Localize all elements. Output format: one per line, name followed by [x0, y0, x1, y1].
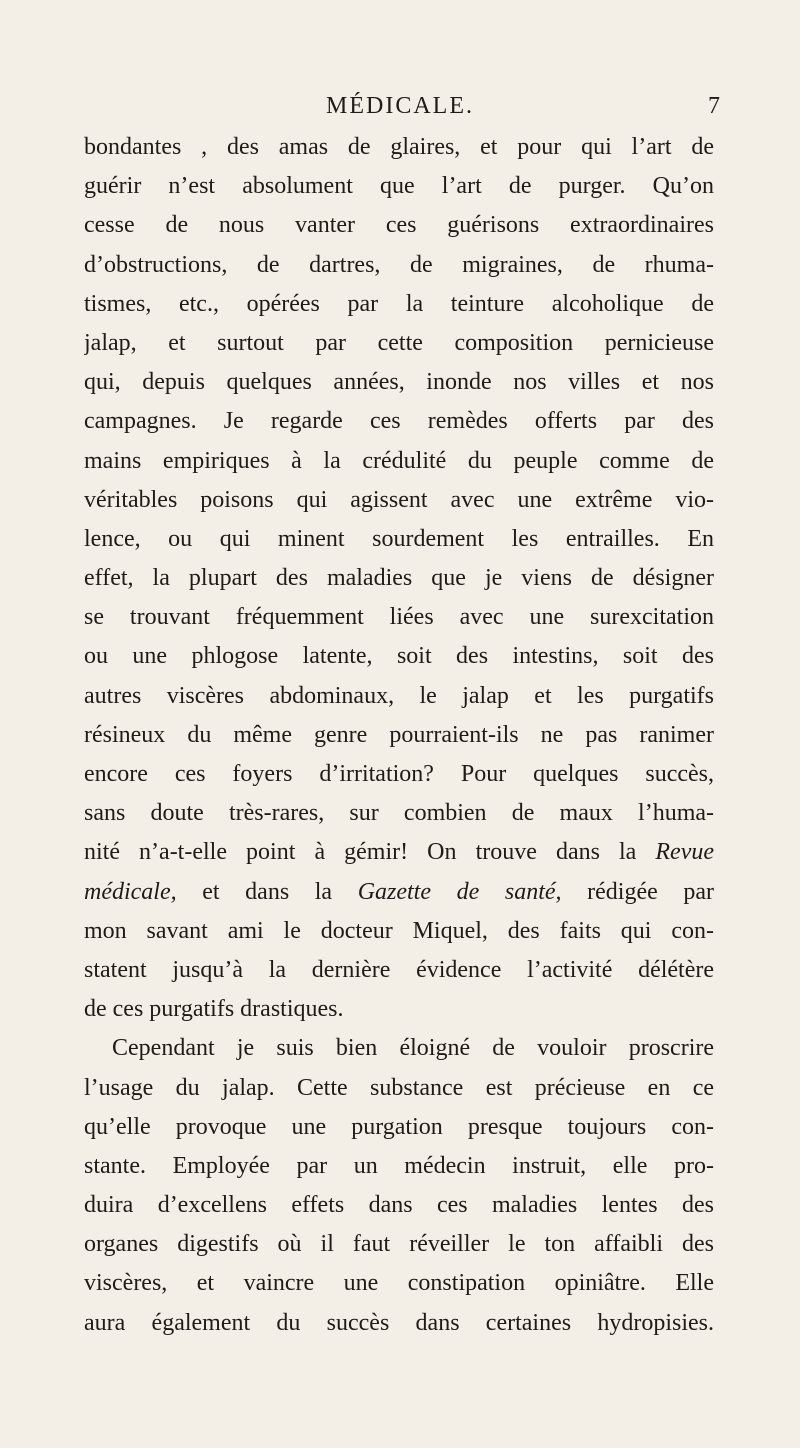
text-line: campagnes. Je regarde ces remèdes offerts par des	[84, 408, 714, 435]
text-line: viscères, et vaincre une constipation opiniâtre. Elle	[84, 1270, 714, 1297]
text-line: bondantes , des amas de glaires, et pour qui l’art de	[84, 134, 714, 160]
body-text	[84, 128, 714, 1343]
text-segment: et dans la	[202, 878, 333, 905]
text-line: mains empiriques à la crédulité du peuple comme de	[84, 447, 714, 474]
text-line: qui, depuis quelques années, inonde nos villes et nos	[84, 369, 714, 396]
text-line: d’obstructions, de dartres, de migraines, de rhuma-	[84, 251, 714, 278]
text-line: se trouvant fréquemment liées avec une surexcitation	[84, 604, 714, 631]
text-line: lence, ou qui minent sourdement les entrailles. En	[84, 525, 714, 552]
text-line: stante. Employée par un médecin instruit, elle pro-	[84, 1152, 714, 1179]
text-segment: rédigée par	[587, 878, 714, 905]
text-line: effet, la plupart des maladies que je viens de désigner	[84, 565, 714, 592]
text-line-with-italic	[84, 873, 714, 912]
text-line: aura également du succès dans certaines hydropisies.	[84, 1309, 714, 1336]
text-line: guérir n’est absolument que l’art de purger. Qu’on	[84, 173, 714, 200]
text-line: mon savant ami le docteur Miquel, des faits qui con-	[84, 917, 714, 944]
text-segment: nité n’a-t-elle point à gémir! On trouve dans la	[84, 839, 637, 866]
text-line: cesse de nous vanter ces guérisons extraordinaires	[84, 212, 714, 239]
text-line: qu’elle provoque une purgation presque toujours con-	[84, 1113, 714, 1140]
text-line: sans doute très-rares, sur combien de maux l’huma-	[84, 800, 714, 827]
text-line: résineux du même genre pourraient-ils ne pas ranimer	[84, 721, 714, 748]
text-line: autres viscères abdominaux, le jalap et les purgatifs	[84, 682, 714, 709]
text-line: duira d’excellens effets dans ces maladies lentes des	[84, 1192, 714, 1219]
text-line: de ces purgatifs drastiques.	[84, 996, 344, 1023]
journal-title-gazette: Gazette de santé,	[357, 878, 562, 905]
text-line: véritables poisons qui agissent avec une extrême vio-	[84, 486, 714, 513]
text-line-with-italic	[84, 833, 714, 872]
text-line: l’usage du jalap. Cette substance est précieuse en ce	[84, 1074, 714, 1101]
text-line: Cependant je suis bien éloigné de vouloir proscrire	[112, 1035, 714, 1062]
running-head	[0, 86, 800, 126]
running-title: MÉDICALE.	[326, 93, 474, 119]
journal-title-revue: Revue	[655, 839, 714, 866]
text-line: jalap, et surtout par cette composition pernicieuse	[84, 329, 714, 356]
journal-title-medicale: médicale,	[84, 878, 177, 905]
text-line: organes digestifs où il faut réveiller le ton affaibli des	[84, 1231, 714, 1258]
page-number: 7	[708, 93, 720, 119]
text-line: statent jusqu’à la dernière évidence l’activité délétère	[84, 956, 714, 983]
text-line: encore ces foyers d’irritation? Pour quelques succès,	[84, 761, 714, 787]
text-line: tismes, etc., opérées par la teinture alcoholique de	[84, 290, 714, 317]
text-line: ou une phlogose latente, soit des intestins, soit des	[84, 643, 714, 670]
